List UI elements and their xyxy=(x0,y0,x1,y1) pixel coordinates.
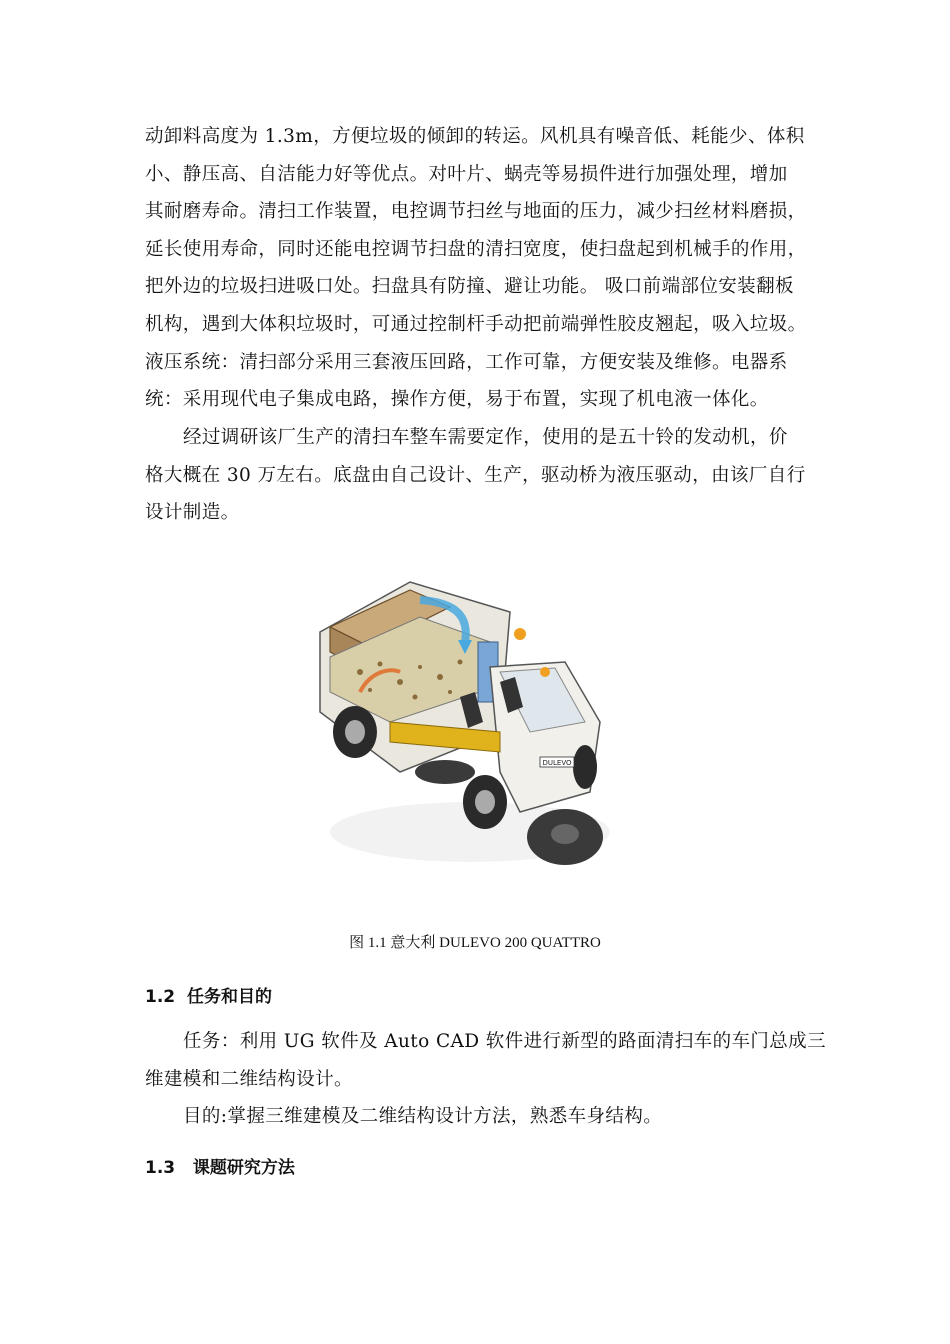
text-line: 任务：利用 UG 软件及 Auto CAD 软件进行新型的路面清扫车的车门总成三 xyxy=(183,1031,826,1052)
sweeper-cutaway-illustration xyxy=(300,572,618,890)
text-line: 机构，遇到大体积垃圾时，可通过控制杆手动把前端弹性胶皮翘起，吸入垃圾。 xyxy=(145,313,807,335)
section-heading-1-3: 1.3 课题研究方法 xyxy=(145,1158,295,1178)
body-paragraph-1 xyxy=(145,118,807,419)
text-line: 其耐磨寿命。清扫工作装置，电控调节扫丝与地面的压力，减少扫丝材料磨损， xyxy=(145,201,807,223)
text-line: 动卸料高度为 1.3m，方便垃圾的倾卸的转运。风机具有噪音低、耗能少、体积 xyxy=(145,126,805,147)
text-line: 维建模和二维结构设计。 xyxy=(145,1068,353,1090)
text-line: 格大概在 30 万左右。底盘由自己设计、生产，驱动桥为液压驱动，由该厂自行 xyxy=(145,464,806,486)
task-paragraph xyxy=(145,1023,826,1098)
text-line: 统：采用现代电子集成电路，操作方便，易于布置，实现了机电液一体化。 xyxy=(145,389,769,411)
vehicle-badge-text: DULEVO xyxy=(542,759,572,767)
section-heading-1-2: 1.2 任务和目的 xyxy=(145,987,272,1007)
text-line: 延长使用寿命，同时还能电控调节扫盘的清扫宽度，使扫盘起到机械手的作用， xyxy=(145,238,807,260)
text-line: 小、静压高、自洁能力好等优点。对叶片、蜗壳等易损件进行加强处理，增加 xyxy=(145,163,788,185)
text-line: 经过调研该厂生产的清扫车整车需要定作，使用的是五十铃的发动机，价 xyxy=(183,427,788,448)
body-paragraph-2 xyxy=(145,419,807,532)
text-line: 目的:掌握三维建模及二维结构设计方法，熟悉车身结构。 xyxy=(183,1106,663,1127)
text-line: 液压系统：清扫部分采用三套液压回路，工作可靠，方便安装及维修。电器系 xyxy=(145,351,788,373)
text-line: 设计制造。 xyxy=(145,502,240,524)
text-line: 把外边的垃圾扫进吸口处。扫盘具有防撞、避让功能。 吸口前端部位安装翻板 xyxy=(145,276,794,298)
figure-caption: 图 1.1 意大利 DULEVO 200 QUATTRO xyxy=(349,935,601,951)
goal-paragraph xyxy=(145,1098,807,1136)
